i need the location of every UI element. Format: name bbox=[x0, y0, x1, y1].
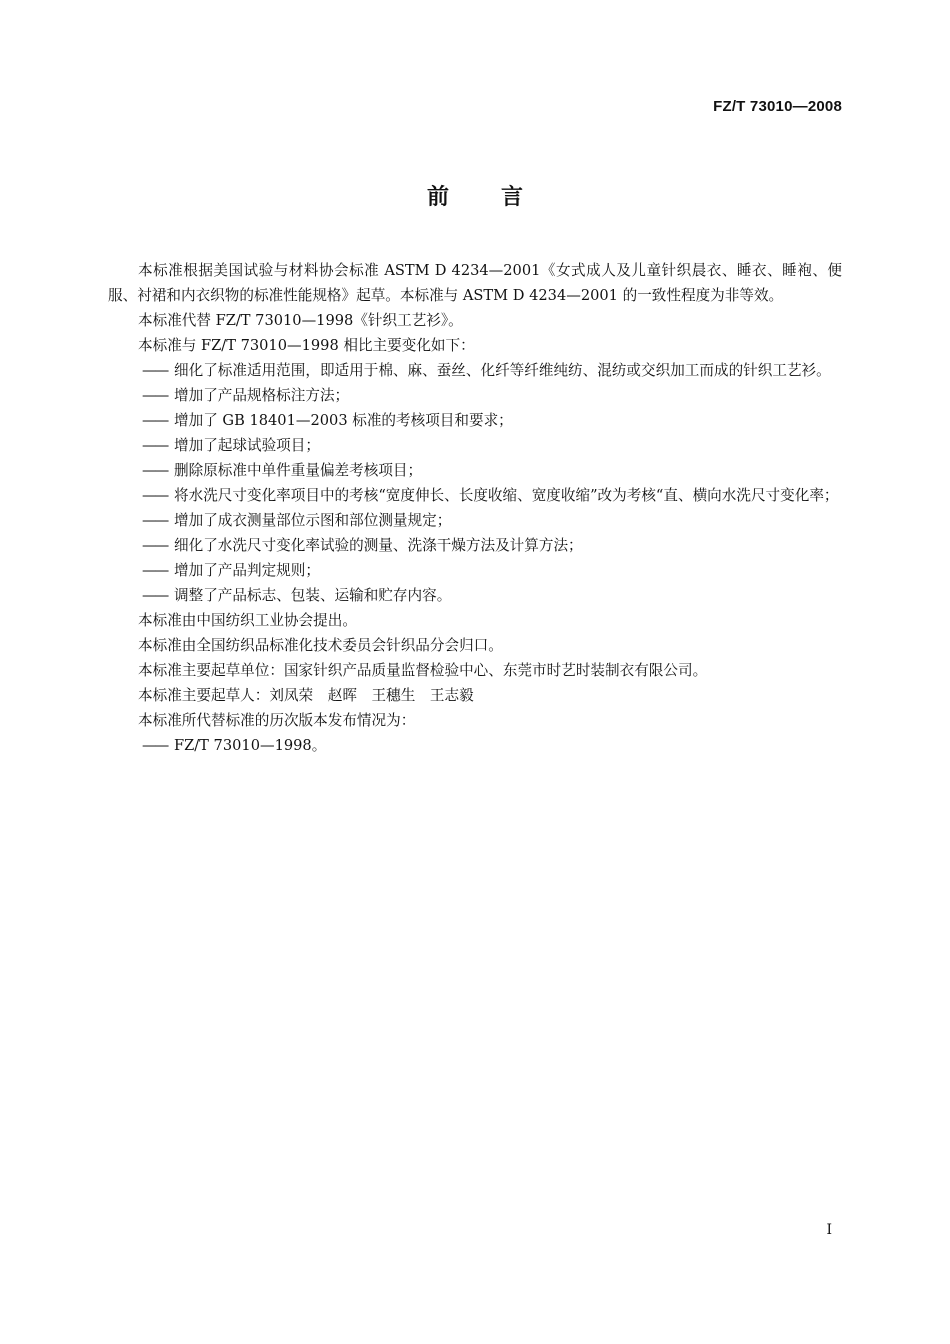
change-item-text: 增加了 GB 18401—2003 标准的考核项目和要求； bbox=[174, 412, 513, 429]
change-item-text: 细化了标准适用范围，即适用于棉、麻、蚕丝、化纤等纤维纯纺、混纺或交织加工而成的针织工艺衫。 bbox=[174, 362, 831, 379]
change-item bbox=[108, 558, 842, 583]
change-item bbox=[108, 508, 842, 533]
list-dash: —— bbox=[142, 537, 168, 554]
change-item bbox=[108, 483, 842, 508]
list-dash: —— bbox=[142, 412, 168, 429]
change-item-text: 调整了产品标志、包装、运输和贮存内容。 bbox=[174, 587, 452, 604]
change-item bbox=[108, 358, 842, 383]
list-dash: —— bbox=[142, 487, 168, 504]
drafting-units-paragraph: 本标准主要起草单位：国家针织产品质量监督检验中心、东莞市时艺时装制衣有限公司。 bbox=[138, 662, 708, 679]
change-item-text: 增加了产品规格标注方法； bbox=[174, 387, 350, 404]
change-item-text: 细化了水洗尺寸变化率试验的测量、洗涤干燥方法及计算方法； bbox=[174, 537, 583, 554]
list-dash: —— bbox=[142, 362, 168, 379]
list-dash: —— bbox=[142, 462, 168, 479]
page-title: 前言 bbox=[426, 185, 575, 210]
history-item-text: FZ/T 73010—1998。 bbox=[174, 737, 327, 754]
intro-paragraph: 本标准根据美国试验与材料协会标准 ASTM D 4234—2001《女式成人及儿童针织晨衣、睡衣、睡袍、便服、衬裙和内衣织物的标准性能规格》起草。本标准与 ASTM D 4234—2001 的一致性程度为非等效。 bbox=[108, 262, 842, 304]
change-item bbox=[108, 583, 842, 608]
replaces-paragraph: 本标准代替 FZ/T 73010—1998《针织工艺衫》。 bbox=[138, 312, 463, 329]
list-dash: —— bbox=[142, 587, 168, 604]
list-dash: —— bbox=[142, 387, 168, 404]
standard-code-header: FZ/T 73010—2008 bbox=[713, 98, 842, 115]
drafters-paragraph: 本标准主要起草人：刘凤荣 赵晖 王穗生 王志毅 bbox=[138, 687, 474, 704]
change-item bbox=[108, 383, 842, 408]
change-item bbox=[108, 408, 842, 433]
list-dash: —— bbox=[142, 512, 168, 529]
change-item bbox=[108, 433, 842, 458]
list-dash: —— bbox=[142, 562, 168, 579]
change-item-text: 删除原标准中单件重量偏差考核项目； bbox=[174, 462, 423, 479]
changes-lead-paragraph: 本标准与 FZ/T 73010—1998 相比主要变化如下： bbox=[138, 337, 475, 354]
history-lead-paragraph: 本标准所代替标准的历次版本发布情况为： bbox=[138, 712, 416, 729]
list-dash: —— bbox=[142, 737, 168, 754]
list-dash: —— bbox=[142, 437, 168, 454]
foreword-body bbox=[108, 258, 842, 758]
proposed-by-paragraph: 本标准由中国纺织工业协会提出。 bbox=[138, 612, 357, 629]
page-number: I bbox=[826, 1222, 832, 1238]
managed-by-paragraph: 本标准由全国纺织品标准化技术委员会针织品分会归口。 bbox=[138, 637, 503, 654]
change-item-text: 增加了起球试验项目； bbox=[174, 437, 320, 454]
history-item bbox=[108, 733, 842, 758]
change-item-text: 将水洗尺寸变化率项目中的考核“宽度伸长、长度收缩、宽度收缩”改为考核“直、横向水洗尺寸变化率； bbox=[174, 487, 839, 504]
change-item-text: 增加了产品判定规则； bbox=[174, 562, 320, 579]
change-item bbox=[108, 458, 842, 483]
change-item-text: 增加了成衣测量部位示图和部位测量规定； bbox=[174, 512, 452, 529]
change-item bbox=[108, 533, 842, 558]
